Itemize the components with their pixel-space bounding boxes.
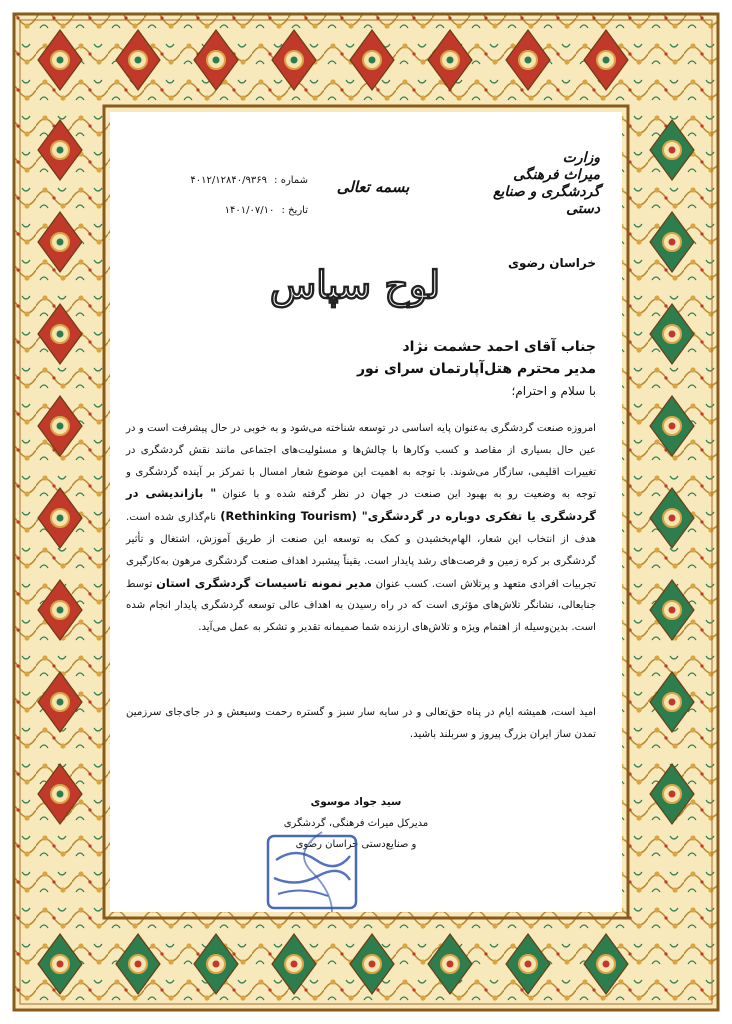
body-text: نام‌گذاری شده است. هدف از انتخاب این شعار، الهام‌بخشیدن و کمک به توسعه این صنعت از طریق آموزش، اشتغال و تأثیر گردشگری بر کره زمین و فرصت‌های رشد پایدار است. یقیناً پیشبرد اهداف صنعت گردشگری مرهون به‌کارگیری تجربیات افرادی متعهد و پرتلاش است. کسب عنوان — [126, 512, 596, 590]
closing-paragraph: امید است، همیشه ایام در پناه حق‌تعالی و در سایه سار سبز و گستره رحمت وسیعش و در جای‌جای سرزمین تمدن ساز ایران بزرگ پیروز و سربلند باشید. — [126, 707, 596, 740]
date-label: تاریخ : — [281, 205, 308, 216]
recipient-name: جناب آقای احمد حشمت نژاد — [402, 339, 596, 355]
ministry-line: میراث فرهنگی — [513, 167, 600, 183]
date-value: ۱۴۰۱/۰۷/۱۰ — [224, 205, 275, 216]
award-title: مدیر نمونه تاسیسات گردشگری استان — [156, 575, 372, 590]
certificate-title: لوح سپاس — [269, 262, 441, 307]
date-line — [138, 196, 308, 226]
recipient-block — [130, 336, 596, 380]
signatory-title: و صنایع‌دستی خراسان رضوی — [295, 839, 417, 850]
body-text: امروزه صنعت گردشگری به‌عنوان پایه اساسی در توسعه شناخته می‌شود و به خوبی در حال پیشرفت است و در عین حال بسیاری از مقاصد و کسب وکارها با چالش‌ها و مسئولیت‌های اجتماعی مانند نقش گردشگری در تغییرات اقلیمی، سازگار می‌شوند. با توجه به اهمیت این موضوع شعار امسال با تمرکز بر آینده گردشگری و توجه به وضعیت رو به بهبود این صنعت در جهان در نظر گرفته شده و با عنوان — [126, 423, 596, 501]
body-text: توسط جنابعالی، نشانگر تلاش‌های مؤثری است که در راه رسیدن به اهداف عالی توسعه گردشگری پایدار انجام شده است. بدین‌وسیله از اهتمام ویژه و تلاش‌های ارزنده شما صمیمانه تقدیر و تشکر به عمل می‌آید. — [126, 578, 596, 634]
number-line — [138, 166, 308, 196]
bismillah-heading: بسمه تعالی — [336, 178, 410, 196]
slogan-text: " بازاندیشی در گردشگری یا تفکری دوباره در گردشگری" (Rethinking Tourism) — [126, 486, 596, 524]
signatory-title: مدیرکل میراث فرهنگی، گردشگری — [283, 818, 429, 829]
ministry-logo — [490, 150, 600, 250]
greeting: با سلام و احترام؛ — [511, 384, 596, 398]
signatory-name: سید جواد موسوی — [310, 796, 402, 808]
reference-block — [138, 166, 308, 226]
recipient-position: مدیر محترم هتل‌آپارتمان سرای نور — [357, 361, 596, 377]
ministry-line: وزارت — [562, 150, 600, 166]
body-paragraph — [126, 418, 596, 639]
number-label: شماره : — [274, 175, 308, 186]
province-label: خراسان رضوی — [508, 256, 596, 270]
ministry-line: گردشگری و صنایع دستی — [492, 184, 600, 217]
number-value: ۴۰۱۲/۱۲۸۴۰/۹۳۶۹ — [190, 175, 267, 186]
official-stamp — [262, 830, 362, 914]
